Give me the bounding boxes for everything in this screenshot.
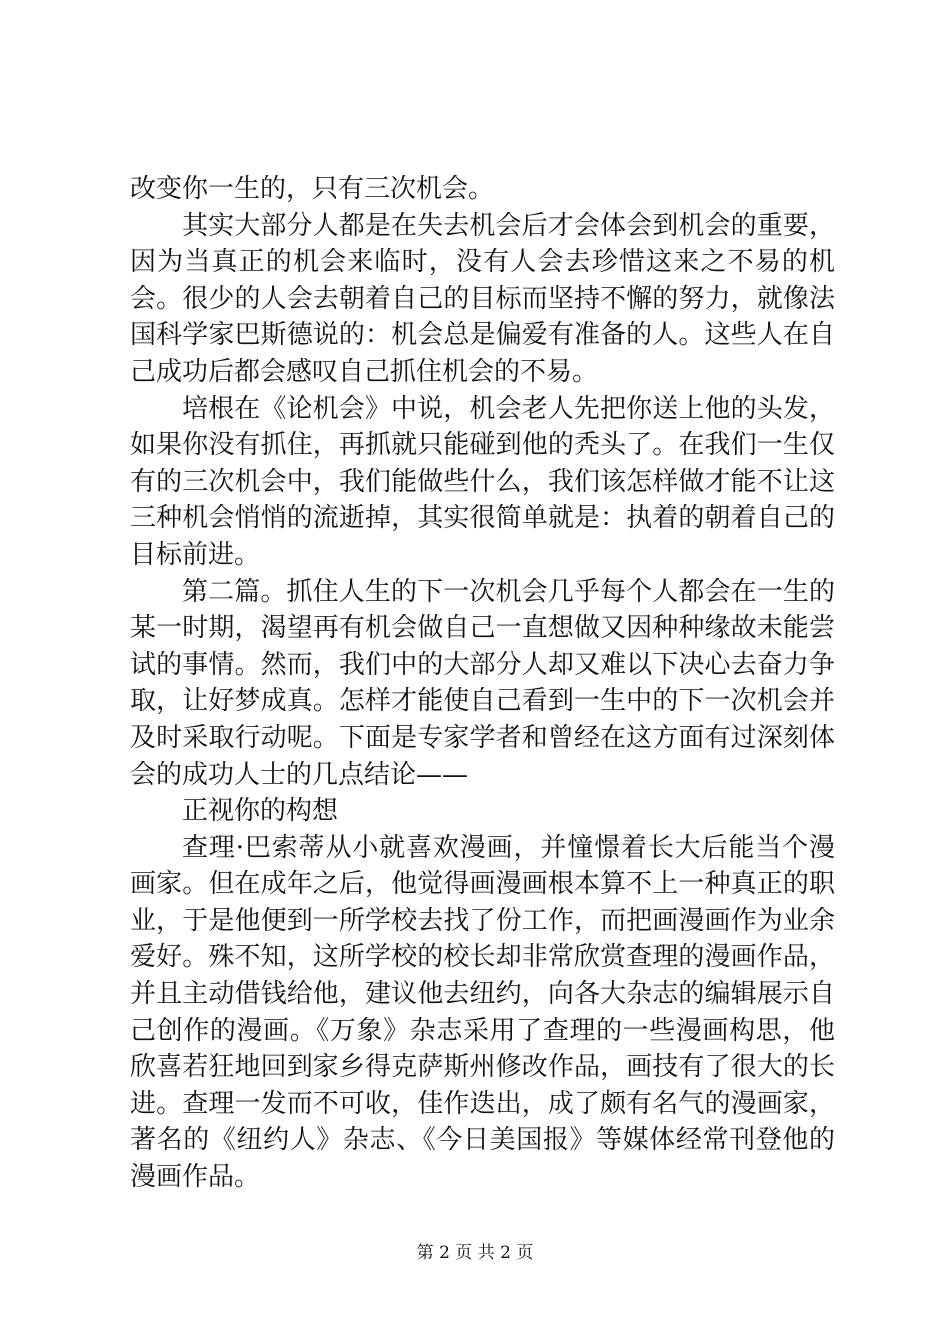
body-text [130,171,835,1196]
paragraph-2: 其实大部分人都是在失去机会后才会体会到机会的重要，因为当真正的机会来临时，没有人会去珍惜这来之不易的机会。很少的人会去朝着自己的目标而坚持不懈的努力，就像法国科学家巴斯德说的：机会总是偏爱有准备的人。这些人在自己成功后都会感叹自己抓住机会的不易。 [130,210,835,387]
section-heading: 正视你的构想 [182,796,339,827]
paragraph-4: 第二篇。抓住人生的下一次机会几乎每个人都会在一生的某一时期，渴望再有机会做自己一直想做又因种种缘故未能尝试的事情。然而，我们中的大部分人却又难以下决心去奋力争取，让好梦成真。怎样才能使自己看到一生中的下一次机会并及时采取行动呢。下面是专家学者和曾经在这方面有过深刻体会的成功人士的几点结论—— [130,576,835,790]
paragraph-3: 培根在《论机会》中说，机会老人先把你送上他的头发，如果你没有抓住，再抓就只能碰到他的秃头了。在我们一生仅有的三次机会中，我们能做些什么，我们该怎样做才能不让这三种机会悄悄的流逝掉，其实很简单就是：执着的朝着自己的目标前进。 [130,393,835,570]
paragraph-6: 查理·巴索蒂从小就喜欢漫画，并憧憬着长大后能当个漫画家。但在成年之后，他觉得画漫画根本算不上一种真正的职业，于是他便到一所学校去找了份工作，而把画漫画作为业余爱好。殊不知，这所学校的校长却非常欣赏查理的漫画作品，并且主动借钱给他，建议他去纽约，向各大杂志的编辑展示自己创作的漫画。《万象》杂志采用了查理的一些漫画构思，他欣喜若狂地回到家乡得克萨斯州修改作品，画技有了很大的长进。查理一发而不可收，佳作迭出，成了颇有名气的漫画家，著名的《纽约人》杂志、《今日美国报》等媒体经常刊登他的漫画作品。 [130,832,835,1193]
paragraph-1: 改变你一生的，只有三次机会。 [130,174,495,204]
page-footer: 第 2 页 共 2 页 [416,1243,534,1263]
